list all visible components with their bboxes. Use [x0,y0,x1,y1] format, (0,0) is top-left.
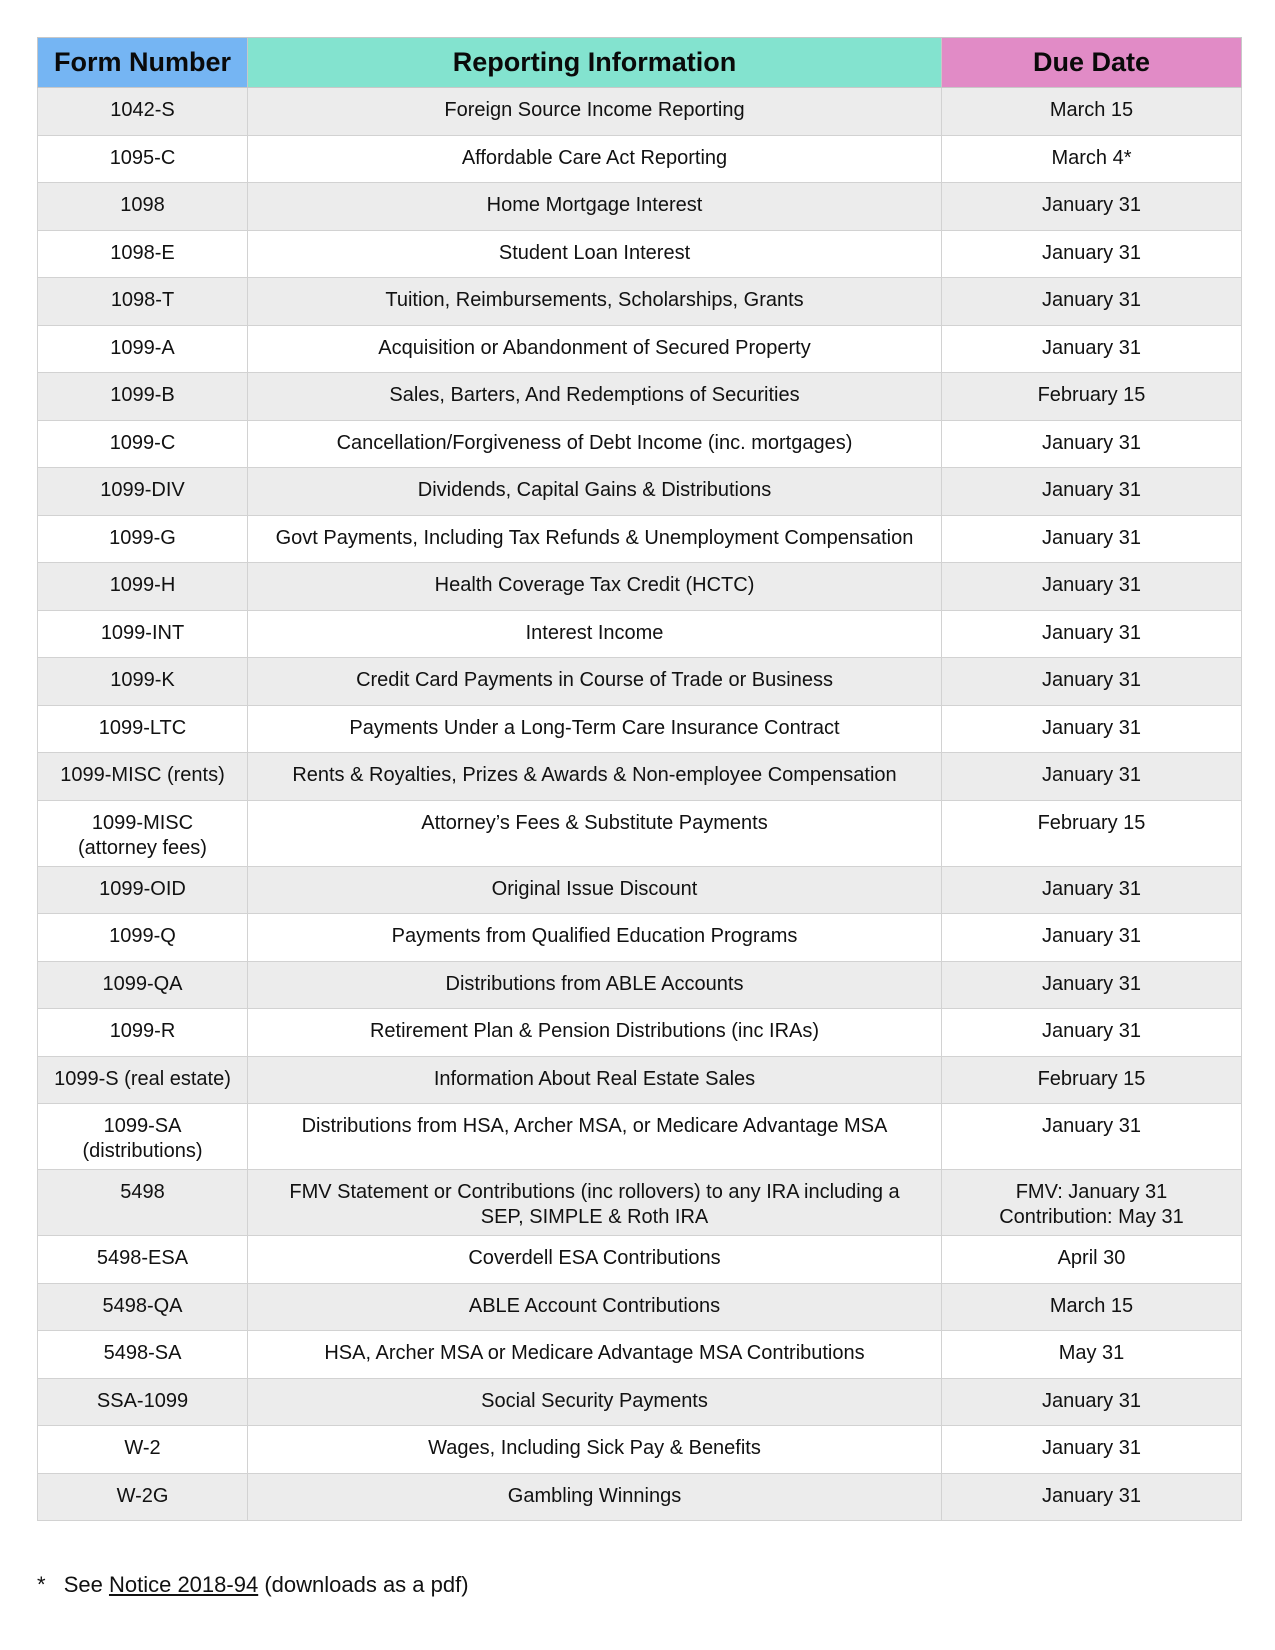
reporting-info-cell: Distributions from ABLE Accounts [248,961,942,1009]
due-date-cell: February 15 [942,1056,1242,1104]
form-number-cell: W-2 [38,1426,248,1474]
form-number-cell: 1099-Q [38,914,248,962]
due-date-cell: January 31 [942,1426,1242,1474]
due-date-cell: January 31 [942,1104,1242,1170]
reporting-info-cell: Acquisition or Abandonment of Secured Property [248,325,942,373]
table-row [38,1283,1242,1331]
reporting-info-cell: Foreign Source Income Reporting [248,88,942,136]
due-date-cell: January 31 [942,515,1242,563]
table-row [38,468,1242,516]
form-number-cell: 1098-E [38,230,248,278]
form-number-cell: W-2G [38,1473,248,1521]
due-date-cell: January 31 [942,325,1242,373]
reporting-info-cell: Health Coverage Tax Credit (HCTC) [248,563,942,611]
form-number-cell: 5498-ESA [38,1236,248,1284]
form-number-cell: 1099-LTC [38,705,248,753]
reporting-info-cell: Attorney’s Fees & Substitute Payments [248,800,942,866]
form-number-cell: 1099-OID [38,866,248,914]
due-date-cell: January 31 [942,278,1242,326]
table-row [38,183,1242,231]
due-date-cell: January 31 [942,961,1242,1009]
due-date-cell: January 31 [942,610,1242,658]
due-date-cell: January 31 [942,753,1242,801]
reporting-info-cell: Payments from Qualified Education Programs [248,914,942,962]
footnote [37,1572,469,1598]
form-number-cell: 1099-A [38,325,248,373]
due-date-cell: March 15 [942,88,1242,136]
due-date-header: Due Date [942,38,1242,88]
table-row [38,1378,1242,1426]
notice-2018-94-link[interactable]: Notice 2018-94 [108,1572,259,1597]
reporting-info-cell: Social Security Payments [248,1378,942,1426]
reporting-info-cell: FMV Statement or Contributions (inc rollovers) to any IRA including a SEP, SIMPLE & Roth IRA [248,1170,942,1236]
due-date-cell: January 31 [942,1473,1242,1521]
form-number-cell: 1099-QA [38,961,248,1009]
due-date-cell: January 31 [942,866,1242,914]
reporting-info-cell: Gambling Winnings [248,1473,942,1521]
table-row [38,914,1242,962]
reporting-info-cell: Distributions from HSA, Archer MSA, or Medicare Advantage MSA [248,1104,942,1170]
due-date-cell: May 31 [942,1331,1242,1379]
due-date-cell: January 31 [942,914,1242,962]
reporting-info-cell: Cancellation/Forgiveness of Debt Income (inc. mortgages) [248,420,942,468]
reporting-info-cell: Retirement Plan & Pension Distributions (inc IRAs) [248,1009,942,1057]
reporting-info-cell: Coverdell ESA Contributions [248,1236,942,1284]
table-row [38,1331,1242,1379]
table-row [38,373,1242,421]
table-row [38,563,1242,611]
footnote-marker: * [37,1572,46,1597]
table-row [38,961,1242,1009]
reporting-info-cell: HSA, Archer MSA or Medicare Advantage MSA Contributions [248,1331,942,1379]
reporting-info-cell: Student Loan Interest [248,230,942,278]
table-row [38,1170,1242,1236]
table-row [38,420,1242,468]
table-row [38,658,1242,706]
due-date-cell: March 4* [942,135,1242,183]
form-number-cell: 1099-DIV [38,468,248,516]
form-number-cell: 1042-S [38,88,248,136]
due-date-cell: January 31 [942,183,1242,231]
table-row [38,753,1242,801]
reporting-info-cell: Rents & Royalties, Prizes & Awards & Non-employee Compensation [248,753,942,801]
reporting-info-cell: Interest Income [248,610,942,658]
form-number-cell: SSA-1099 [38,1378,248,1426]
due-date-cell: February 15 [942,373,1242,421]
reporting-info-cell: Affordable Care Act Reporting [248,135,942,183]
table-row [38,866,1242,914]
table-row [38,1236,1242,1284]
due-date-cell: FMV: January 31 Contribution: May 31 [942,1170,1242,1236]
form-number-cell: 1098-T [38,278,248,326]
form-number-cell: 1099-SA (distributions) [38,1104,248,1170]
table-row [38,135,1242,183]
form-number-cell: 1095-C [38,135,248,183]
form-number-cell: 1099-G [38,515,248,563]
due-date-cell: January 31 [942,420,1242,468]
footnote-suffix: (downloads as a pdf) [264,1572,469,1597]
table-row [38,1473,1242,1521]
reporting-info-cell: Tuition, Reimbursements, Scholarships, Grants [248,278,942,326]
due-date-cell: January 31 [942,468,1242,516]
due-date-cell: April 30 [942,1236,1242,1284]
form-number-cell: 1099-K [38,658,248,706]
form-number-cell: 5498-SA [38,1331,248,1379]
form-number-cell: 1099-MISC (attorney fees) [38,800,248,866]
table-row [38,1426,1242,1474]
form-number-cell: 1099-INT [38,610,248,658]
due-date-cell: January 31 [942,658,1242,706]
table-header-row [38,38,1242,88]
table-row [38,1056,1242,1104]
table-row [38,800,1242,866]
due-date-cell: February 15 [942,800,1242,866]
table-row [38,1104,1242,1170]
form-number-cell: 1099-H [38,563,248,611]
reporting-info-cell: Dividends, Capital Gains & Distributions [248,468,942,516]
form-number-header: Form Number [38,38,248,88]
form-number-cell: 5498-QA [38,1283,248,1331]
due-date-cell: January 31 [942,1009,1242,1057]
form-number-cell: 5498 [38,1170,248,1236]
table-row [38,705,1242,753]
form-number-cell: 1099-S (real estate) [38,1056,248,1104]
reporting-info-cell: Home Mortgage Interest [248,183,942,231]
due-date-cell: January 31 [942,1378,1242,1426]
table-row [38,325,1242,373]
table-row [38,1009,1242,1057]
reporting-info-cell: Original Issue Discount [248,866,942,914]
table-row [38,515,1242,563]
table-row [38,278,1242,326]
reporting-info-cell: Govt Payments, Including Tax Refunds & Unemployment Compensation [248,515,942,563]
due-date-cell: January 31 [942,705,1242,753]
due-date-cell: January 31 [942,563,1242,611]
reporting-info-cell: ABLE Account Contributions [248,1283,942,1331]
table-row [38,610,1242,658]
form-number-cell: 1099-MISC (rents) [38,753,248,801]
table-row [38,88,1242,136]
form-number-cell: 1098 [38,183,248,231]
form-number-cell: 1099-C [38,420,248,468]
reporting-info-cell: Information About Real Estate Sales [248,1056,942,1104]
due-dates-table-container [37,37,1241,1521]
due-date-cell: January 31 [942,230,1242,278]
reporting-info-cell: Payments Under a Long-Term Care Insurance Contract [248,705,942,753]
reporting-info-cell: Credit Card Payments in Course of Trade or Business [248,658,942,706]
due-date-cell: March 15 [942,1283,1242,1331]
table-body [38,88,1242,1521]
reporting-info-cell: Wages, Including Sick Pay & Benefits [248,1426,942,1474]
due-dates-table [37,37,1242,1521]
reporting-information-header: Reporting Information [248,38,942,88]
table-row [38,230,1242,278]
reporting-info-cell: Sales, Barters, And Redemptions of Securities [248,373,942,421]
footnote-prefix: See [63,1572,103,1597]
form-number-cell: 1099-B [38,373,248,421]
form-number-cell: 1099-R [38,1009,248,1057]
